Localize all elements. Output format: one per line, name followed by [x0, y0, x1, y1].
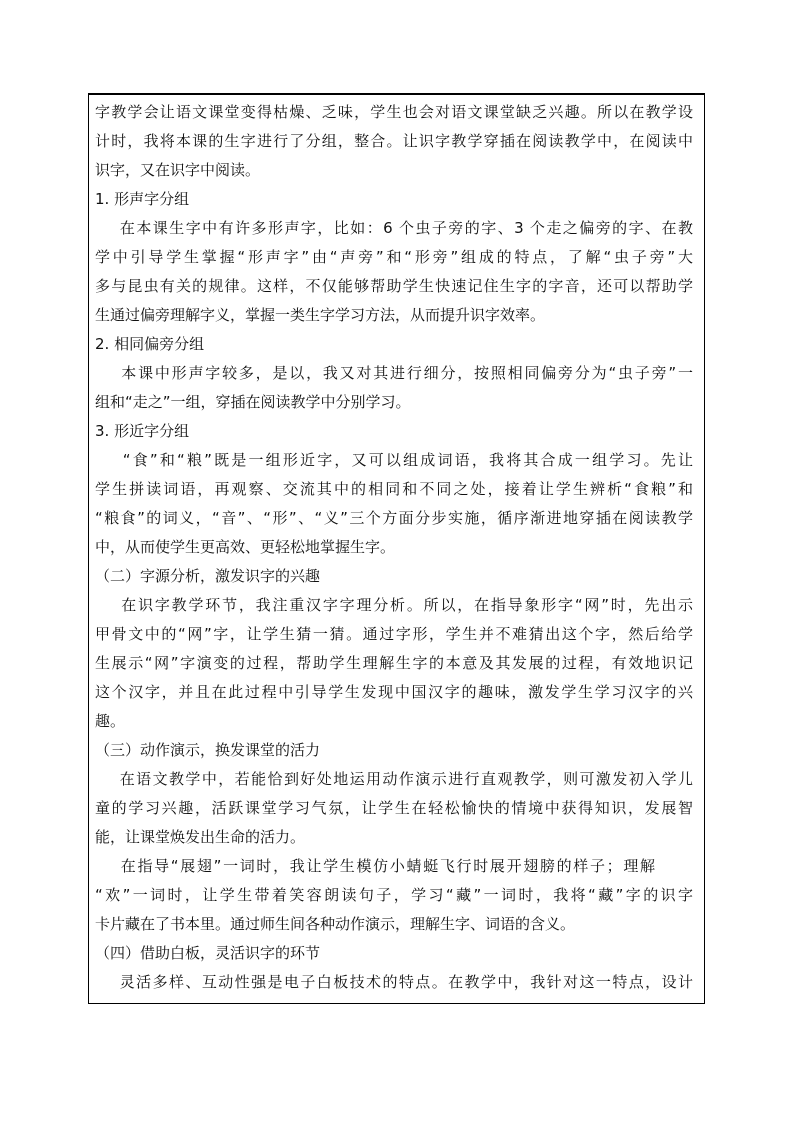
text-line: 在本课生字中有许多形声字，比如：6 个虫子旁的字、3 个走之偏旁的字、在教	[95, 219, 693, 237]
text-line: 甲骨文中的“网”字，让学生猜一猜。通过字形，学生并不难猜出这个字，然后给学	[95, 625, 693, 643]
text-line: 生展示“网”字演变的过程，帮助学生理解生字的本意及其发展的过程，有效地识记	[95, 654, 693, 672]
text-line: 在语文教学中，若能恰到好处地运用动作演示进行直观教学，则可激发初入学儿	[95, 770, 693, 788]
text-line: “食”和“粮”既是一组形近字，又可以组成词语，我将其合成一组学习。先让	[95, 451, 693, 469]
text-line: 中，从而使学生更高效、更轻松地掌握生字。	[95, 538, 396, 556]
section-heading: 1. 形声字分组	[95, 190, 190, 208]
text-line: 多与昆虫有关的规律。这样，不仅能够帮助学生快速记住生字的字音，还可以帮助学	[95, 277, 693, 295]
text-line: 学生拼读词语，再观察、交流其中的相同和不同之处，接着让学生辨析“食粮”和	[95, 480, 693, 498]
text-line: 本课中形声字较多，是以，我又对其进行细分，按照相同偏旁分为“虫子旁”一	[95, 364, 693, 382]
text-line: 这个汉字，并且在此过程中引导学生发现中国汉字的趣味，激发学生学习汉字的兴	[95, 683, 693, 701]
text-line: “欢”一词时，让学生带着笑容朗读句子，学习“藏”一词时，我将“藏”字的识字	[95, 886, 693, 904]
table-top-border	[89, 94, 704, 95]
section-heading: （二）字源分析，激发识字的兴趣	[95, 567, 321, 585]
text-line: 趣。	[95, 712, 126, 730]
section-heading: （三）动作演示，换发课堂的活力	[95, 741, 321, 759]
text-line: 灵活多样、互动性强是电子白板技术的特点。在教学中，我针对这一特点，设计	[95, 973, 693, 991]
text-line: 识字，又在识字中阅读。	[95, 161, 261, 179]
text-line: 卡片藏在了书本里。通过师生间各种动作演示，理解生字、词语的含义。	[95, 915, 576, 933]
text-line: 生通过偏旁理解字义，掌握一类生字学习方法，从而提升识字效率。	[95, 306, 546, 324]
text-line: 童的学习兴趣，活跃课堂学习气氛，让学生在轻松愉快的情境中获得知识，发展智	[95, 799, 693, 817]
text-line: 计时，我将本课的生字进行了分组，整合。让识字教学穿插在阅读教学中，在阅读中	[95, 132, 693, 150]
text-line: 在指导“展翅”一词时，我让学生模仿小蜻蜓飞行时展开翅膀的样子；理解	[95, 857, 655, 875]
text-line: 能，让课堂焕发出生命的活力。	[95, 828, 306, 846]
text-line: “粮食”的词义，“音”、“形”、“义”三个方面分步实施，循序渐进地穿插在阅读教学	[95, 509, 693, 527]
section-heading: （四）借助白板，灵活识字的环节	[95, 944, 321, 962]
text-line: 字教学会让语文课堂变得枯燥、乏味，学生也会对语文课堂缺乏兴趣。所以在教学设	[95, 103, 693, 121]
document-table-cell	[88, 93, 705, 1004]
text-line: 学中引导学生掌握“形声字”由“声旁”和“形旁”组成的特点，了解“虫子旁”大	[95, 248, 693, 266]
text-line: 在识字教学环节，我注重汉字字理分析。所以，在指导象形字“网”时，先出示	[95, 596, 693, 614]
text-line: 组和“走之”一组，穿插在阅读教学中分别学习。	[95, 393, 411, 411]
section-heading: 2. 相同偏旁分组	[95, 335, 205, 353]
section-heading: 3. 形近字分组	[95, 422, 190, 440]
